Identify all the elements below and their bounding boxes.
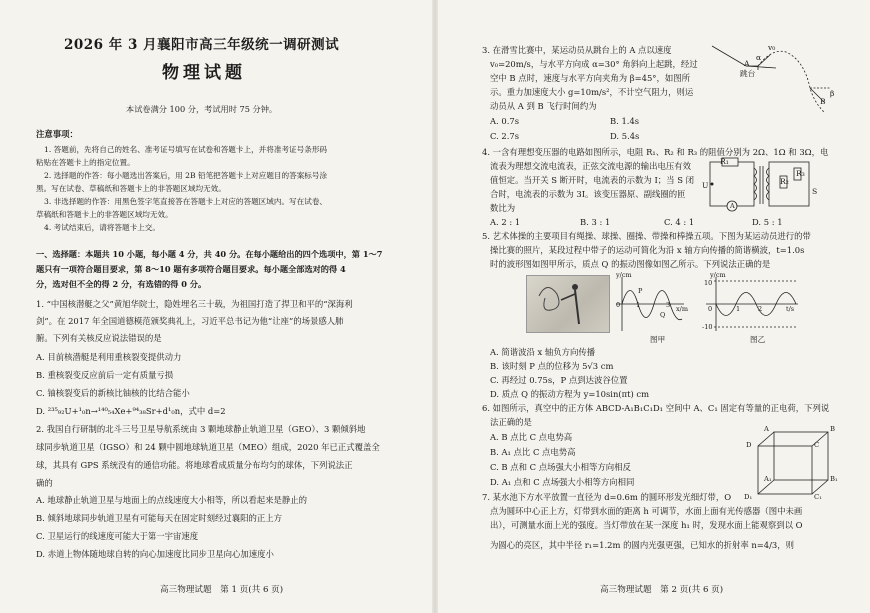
label-s: S [812, 187, 818, 196]
tick-x-3: 3 [666, 301, 671, 309]
page-gutter [432, 0, 438, 613]
page-footer: 高三物理试题 第 2 页(共 6 页) [600, 585, 724, 595]
cube-label-b: B [830, 425, 835, 433]
subject-title: 物理试题 [162, 63, 246, 83]
tick-t-1: 1 [736, 305, 741, 313]
tick-x-1: 1 [636, 301, 641, 309]
label-r1: R₁ [720, 157, 729, 166]
question-text: 为圆心的亮区，其中半径 r₁=1.2m 的圆内光强更强，已知水的折射率 n=4/3，则 [490, 540, 795, 550]
note-line: 粘贴在答题卡上的指定位置。 [36, 158, 135, 167]
option-d: D. ²³⁵₉₂U+¹₀n→¹⁴⁰₅₄Xe+⁹⁴₃₈Sr+d¹₀n，式中 d=2 [36, 406, 226, 416]
question-text: 点为圆环中心正上方，灯带到水面的距离 h 可调节，水面上面有光传感器（图中未画 [490, 506, 803, 516]
option-d: D. A₁ 点和 C 点场强大小相等方向相同 [490, 477, 635, 487]
label-beta: β [830, 89, 835, 98]
question-text: 合时，电流表的示数为 3I。该变压器原、副线圈的匝 [490, 189, 686, 199]
label-r2: R₂ [780, 177, 789, 186]
question-text: v₀=20m/s，与水平方向成 α=30° 角斜向上起跳，经过 [490, 59, 698, 69]
question-text: 时的波形图如图甲所示，质点 Q 的振动图像如图乙所示。下列说法正确的是 [490, 259, 771, 269]
option-a: A. 地球静止轨道卫星与地面上的点线速度大小相等，所以看起来是静止的 [36, 495, 307, 505]
option-d: D. 赤道上物体随地球自转的向心加速度比同步卫星向心加速度小 [36, 549, 274, 559]
circuit-drawing [708, 158, 818, 218]
exam-title: 2026 年 3 月襄阳市高三年级统一调研测试 [64, 37, 340, 53]
option-a: A. 目前核潜艇是利用重核裂变提供动力 [36, 352, 182, 362]
tick-t-2: 2 [758, 305, 763, 313]
question-text: 示。重力加速度大小 g=10m/s²，不计空气阻力，则运 [490, 87, 694, 97]
label-r3: R₃ [796, 169, 805, 178]
question-text: 6. 如图所示，真空中的正方体 ABCD-A₁B₁C₁D₁ 空间中 A、C₁ 固定有等量的正电荷，下列说 [482, 403, 830, 413]
option-a: A. 简谐波沿 x 轴负方向传播 [490, 347, 596, 357]
label-ammeter: A [730, 202, 735, 210]
option-c: C. 再经过 0.75s，P 点到达波谷位置 [490, 375, 628, 385]
cube-label-c: C [814, 441, 820, 449]
page-footer: 高三物理试题 第 1 页(共 6 页) [160, 585, 284, 595]
gymnast-photo [526, 275, 610, 333]
option-b: B. 该时刻 P 点的位移为 5√3 cm [490, 361, 614, 371]
label-platform: 跳台 [740, 69, 756, 78]
caption-yi: 图乙 [750, 335, 766, 344]
question-text: 7. 某水池下方水平放置一直径为 d=0.6m 的圆环形发光细灯带，O [482, 492, 732, 502]
wave-graph-jia [612, 275, 689, 333]
label-alpha: α [756, 53, 762, 62]
cube-label-a1: A₁ [764, 475, 772, 483]
note-line: 3. 非选择题的作答：用黑色签字笔直接答在答题卡上对应的答题区域内。写在试卷、 [44, 197, 328, 206]
note-line: 黑。写在试卷、草稿纸和答题卡上的非答题区域均无效。 [36, 184, 226, 193]
question-text: 3. 在滑雪比赛中，某运动员从跳台上的 A 点以速度 [482, 45, 672, 55]
tick-minus-10: -10 [702, 323, 713, 331]
cube-label-d1: D₁ [744, 493, 753, 501]
question-text: 5. 艺术体操的主要项目有绳操、球操、圈操、带操和棒操五项。下图为某运动员进行的带 [482, 231, 811, 241]
question-text: 空中 B 点时，速度与水平方向夹角为 β=45°，如图所 [490, 73, 690, 83]
question-text: 剑”。在 2017 年全国道德模范颁奖典礼上，习近平总书记为他“让座”的场景感人肺 [36, 316, 344, 326]
note-line: 草稿纸和答题卡上的非答题区域均无效。 [36, 210, 173, 219]
question-text: 数比为 [490, 203, 516, 213]
section-line: 分，选对但不全的得 2 分，有选错的得 0 分。 [36, 279, 207, 289]
ribbon-sketch [527, 276, 609, 332]
cube-label-b1: B₁ [830, 475, 838, 483]
label-point-b: B [820, 97, 826, 106]
tick-t-0: 0 [708, 305, 713, 313]
question-text: 4. 一含有理想变压器的电路如图所示，电阻 R₁、R₂ 和 R₃ 的阻值分别为 2Ω、1Ω 和 3Ω，电 [482, 147, 829, 157]
option-d: D. 5.4s [610, 131, 640, 141]
question-text: 流表为理想交流电流表，正弦交流电源的输出电压有效 [490, 161, 691, 171]
question-text: 球，其具有 GPS 系统没有的通信功能。将地球看成质量分布均匀的球体，下列说法正 [36, 460, 353, 470]
option-b: B. 1.4s [610, 116, 640, 126]
exam-page-1 [0, 0, 430, 613]
cube-label-a: A [764, 425, 769, 433]
notes-heading: 注意事项： [36, 129, 78, 139]
question-text: 球同步轨道卫星（IGSO）和 24 颗中圆地球轨道卫星（MEO）组成，2020 年已正式覆盖全 [36, 442, 380, 452]
option-d: D. 质点 Q 的振动方程为 y=10sin(πt) cm [490, 389, 650, 399]
cube-label-c1: C₁ [814, 493, 822, 501]
label-q: Q [660, 311, 666, 319]
question-text: 1. “中国核潜艇之父”黄旭华院士，隐姓埋名三十载，为祖国打造了捍卫和平的“深海利 [36, 299, 353, 309]
note-line: 4. 考试结束后，请将答题卡上交。 [44, 223, 160, 232]
tick-10: 10 [704, 279, 713, 287]
exam-info: 本试卷满分 100 分，考试用时 75 分钟。 [126, 104, 278, 114]
question-text: 值恒定。当开关 S 断开时，电流表的示数为 I；当 S 闭 [490, 175, 694, 185]
question-text: 出），可测量水面上光的强度。当灯带放在某一深度 h₁ 时，发现水面上能观察到以 O [490, 520, 803, 530]
question-text: 确的 [36, 478, 53, 488]
label-point-a: A [744, 59, 750, 68]
question-text: 操比赛的照片，某段过程中带子的运动可简化为沿 x 轴方向传播的简谐横波，t=1.0s [490, 245, 805, 255]
graph-yi-xlabel: t/s [786, 305, 795, 313]
option-c: C. 4 : 1 [664, 217, 695, 227]
option-c: C. B 点和 C 点场强大小相等方向相反 [490, 462, 631, 472]
graph-yi-ylabel: y/cm [710, 271, 726, 279]
graph-jia-xlabel: x/m [676, 305, 689, 313]
option-b: B. 3 : 1 [580, 217, 611, 227]
option-b: B. 重核裂变反应前后一定有质量亏损 [36, 370, 174, 380]
option-b: B. A₁ 点比 C 点电势高 [490, 447, 576, 457]
tick-x-0: 0 [616, 301, 621, 309]
caption-jia: 图甲 [650, 335, 666, 344]
exam-page-2 [440, 0, 870, 613]
option-b: B. 倾斜地球同步轨道卫星有可能每天在固定时刻经过襄阳的正上方 [36, 513, 282, 523]
question-text: 腑。下列有关核反应说法错误的是 [36, 333, 162, 343]
section-line: 题只有一项符合题目要求，第 8～10 题有多项符合题目要求。每小题全部选对的得 4 [36, 264, 346, 274]
section-line: 一、选择题：本题共 10 小题，每小题 4 分，共 40 分。在每小题给出的四个选项中，第 1～7 [36, 249, 383, 259]
option-c: C. 2.7s [490, 131, 520, 141]
option-a: A. 2 : 1 [490, 217, 521, 227]
label-u: U [702, 181, 709, 190]
note-line: 2. 选择题的作答：每小题选出答案后，用 2B 铅笔把答题卡上对应题目的答案标号涂 [44, 171, 328, 180]
cube-drawing [752, 428, 842, 498]
option-a: A. 0.7s [490, 116, 519, 126]
option-c: C. 卫星运行的线速度可能大于第一宇宙速度 [36, 531, 199, 541]
option-c: C. 铀核裂变后的新核比铀核的比结合能小 [36, 388, 190, 398]
question-text: 2. 我国自行研制的北斗三号卫星导航系统由 3 颗地球静止轨道卫星（GEO）、3 颗倾斜地 [36, 424, 366, 434]
label-v0: v₀ [768, 43, 776, 52]
option-a: A. B 点比 C 点电势高 [490, 432, 573, 442]
label-p: P [638, 287, 643, 295]
graph-jia-ylabel: y/cm [616, 271, 632, 279]
question-text: 动员从 A 到 B 飞行时间约为 [490, 101, 597, 111]
note-line: 1. 答题前，先将自己的姓名、准考证号填写在试卷和答题卡上，并将准考证号条形码 [44, 145, 328, 154]
option-d: D. 5 : 1 [752, 217, 783, 227]
cube-label-d: D [746, 441, 752, 449]
question-text: 法正确的是 [490, 417, 532, 427]
